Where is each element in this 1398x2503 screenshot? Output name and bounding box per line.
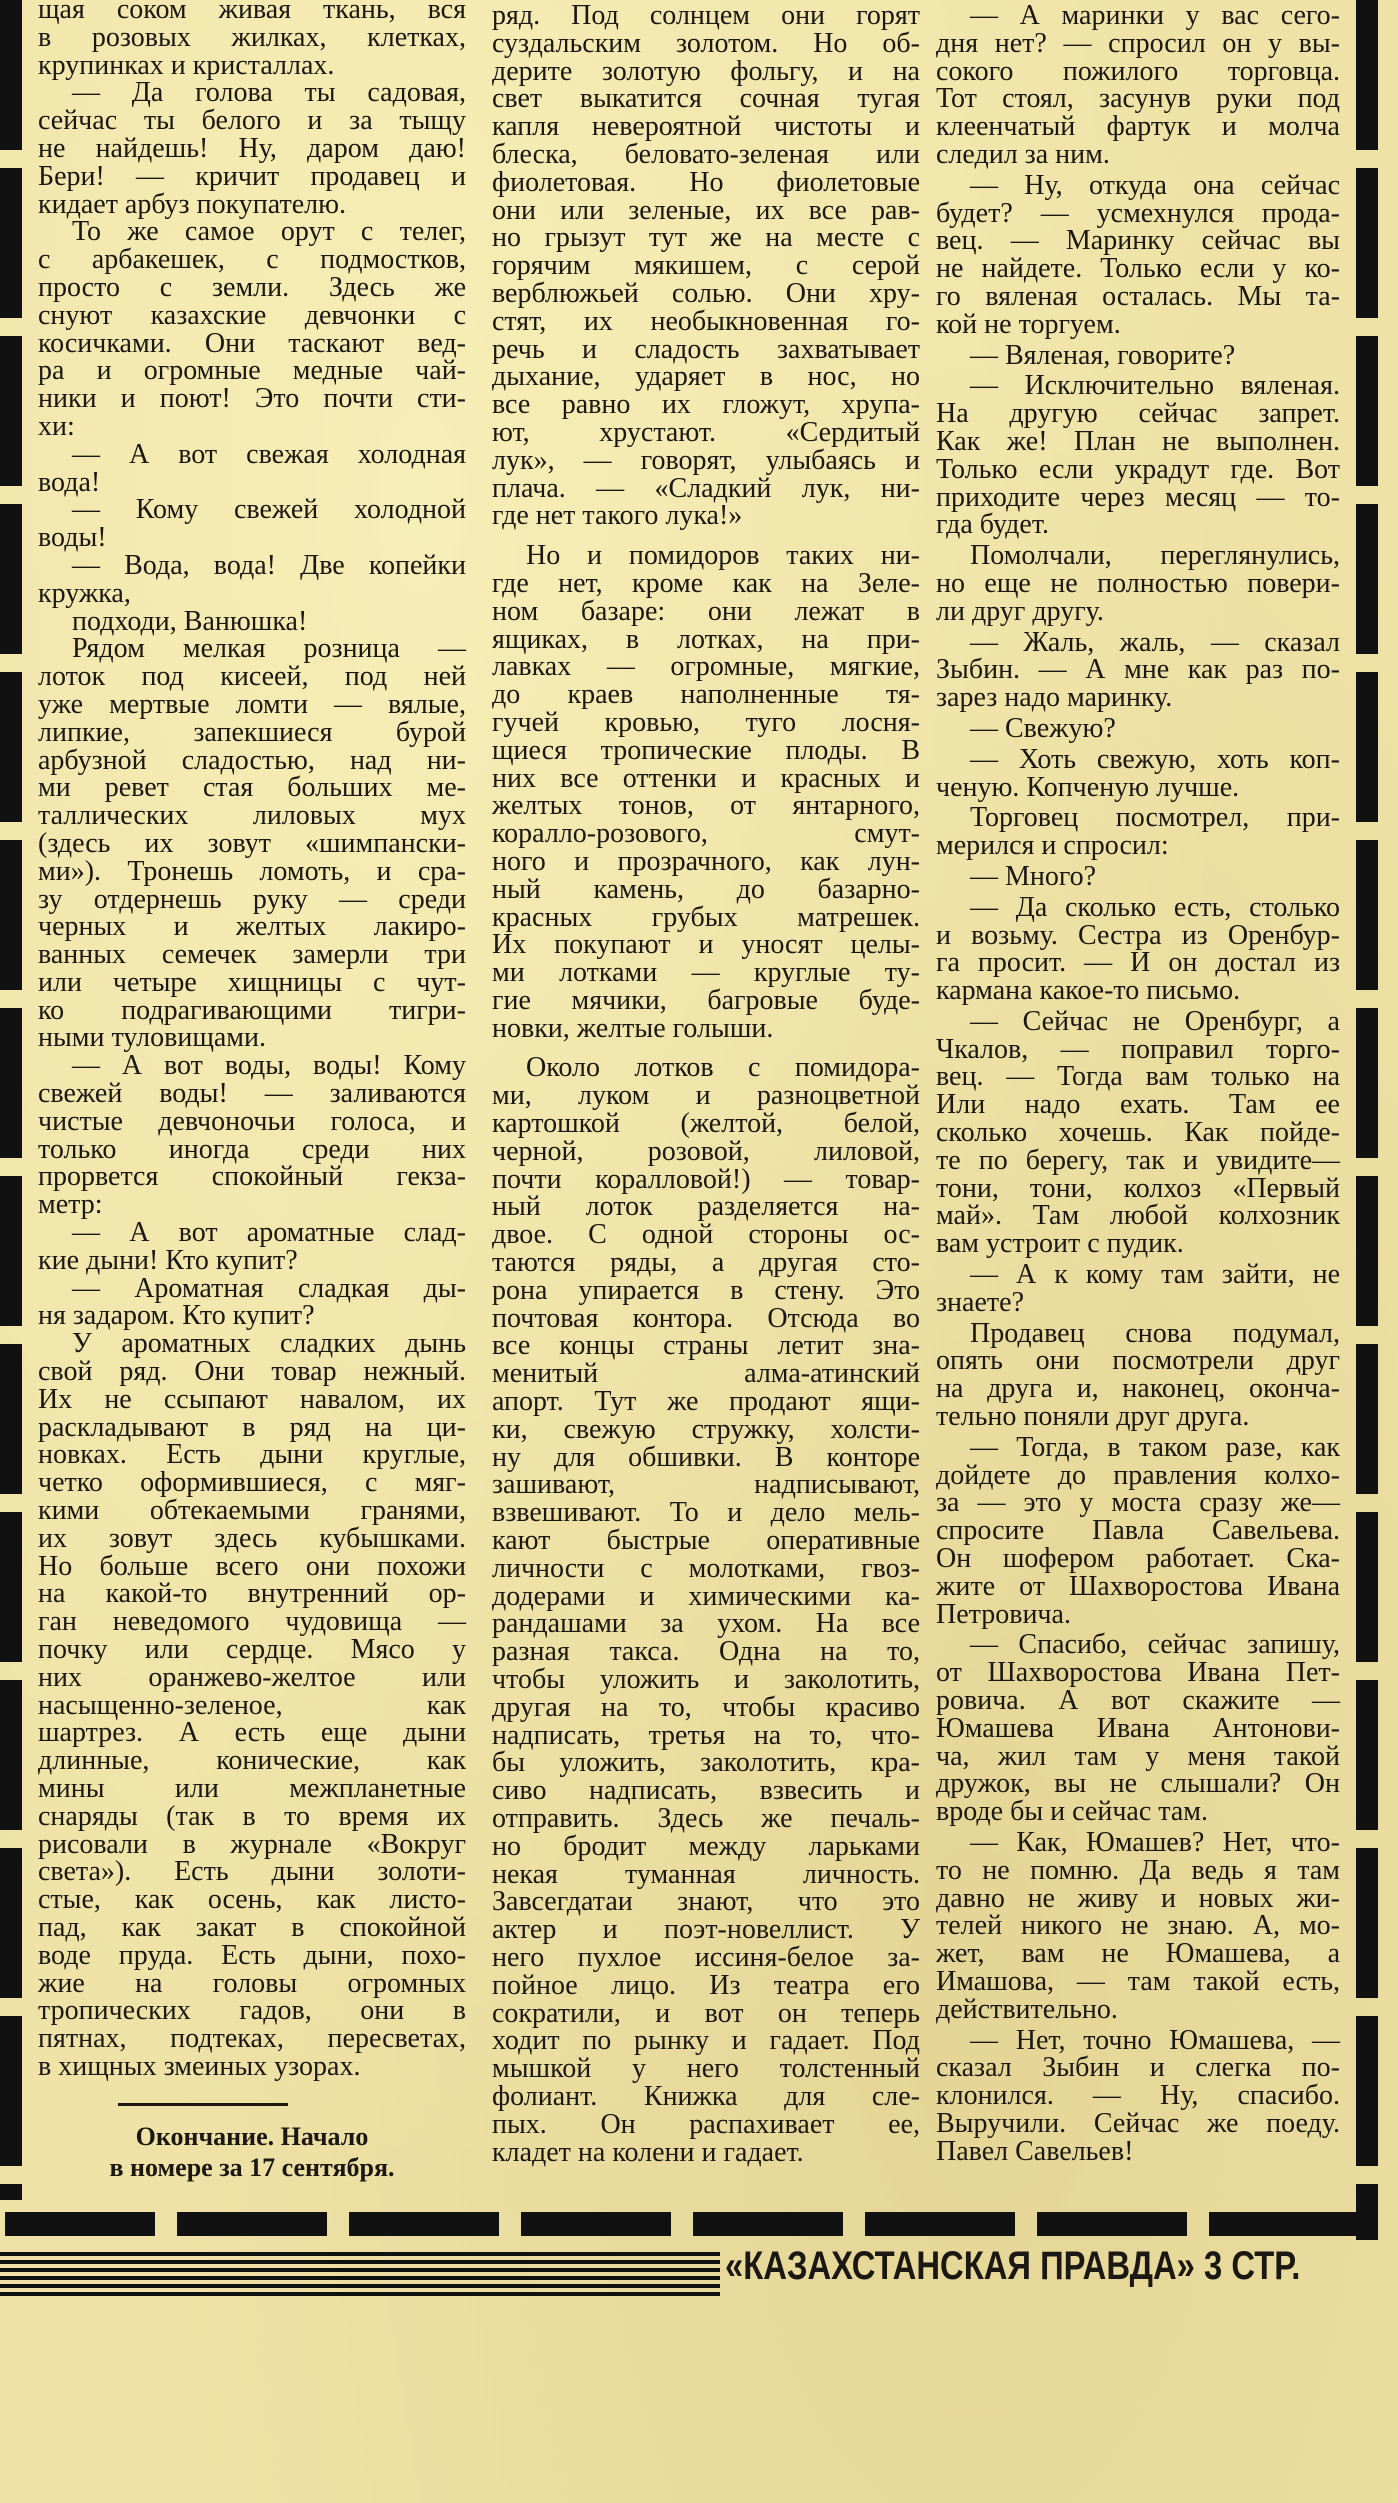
text-line: тропических гадов, они в (38, 1995, 466, 2027)
text-line: и возьму. Сестра из Оренбур- (936, 919, 1340, 951)
text-line: клеенчатый фартук и молча (936, 111, 1340, 143)
text-line: кармана какое-то письмо. (936, 975, 1241, 1007)
text-line: рона упирается в стену. Это (492, 1274, 920, 1306)
text-line: воде пруда. Есть дыни, похо- (38, 1939, 466, 1971)
text-line: кой не торгуем. (936, 308, 1121, 340)
text-line: но грызут тут же на месте с (492, 222, 920, 254)
text-line: то не помню. Да ведь я там (936, 1854, 1340, 1886)
text-line: клонился. — Ну, спасибо. (936, 2080, 1340, 2112)
text-line: речь и сладость захватывает (492, 333, 920, 365)
text-line: за — это у моста сразу же— (936, 1487, 1340, 1519)
text-line: — Как, Юмашев? Нет, что- (970, 1827, 1340, 1858)
text-line: ный камень, до базарно- (492, 873, 920, 905)
paragraph (936, 1829, 1340, 2024)
text-line: приходите через месяц — то- (936, 481, 1340, 513)
text-line: Рядом мелкая розница — (72, 633, 466, 665)
text-line: кружка, (38, 577, 131, 609)
paragraph (38, 549, 466, 609)
text-line: тони, тони, колхоз «Первый (936, 1172, 1340, 1204)
text-line: красных грубых матрешек. (492, 901, 920, 933)
text-line: на друга и, наконец, оконча- (936, 1373, 1340, 1405)
text-line: Юмашева Ивана Антонови- (936, 1712, 1340, 1744)
paragraph (936, 1431, 1340, 1630)
text-line: ли друг другу. (936, 595, 1104, 627)
text-line: зарез надо маринку. (936, 682, 1173, 714)
text-line: ну для обшивки. В конторе (492, 1441, 920, 1473)
text-line: плача. — «Сладкий лук, ни- (492, 472, 920, 504)
paragraph (38, 1219, 466, 1275)
paragraph (936, 1631, 1340, 1826)
text-line: коралло-розового, смут- (492, 818, 920, 850)
paragraph (936, 1261, 1340, 1317)
text-line: новки, желтые голыши. (492, 1012, 774, 1044)
text-line: дружок, вы не слышали? Он (936, 1768, 1340, 1800)
text-line: ряд. Под солнцем они горят (492, 0, 920, 31)
text-line: лоток под кисеей, под ней (38, 661, 466, 693)
text-line: — Вяленая, говорите? (970, 339, 1236, 371)
text-line: пойное лицо. Из театра его (492, 1969, 920, 2001)
text-line: Как же! План не выполнен. (936, 425, 1340, 457)
text-line: не найдете. Только если у ко- (936, 253, 1340, 285)
text-line: ный лоток разделяется на- (492, 1191, 920, 1223)
text-line: где нет такого лука!» (492, 500, 743, 532)
text-line: Бери! — кричит продавец и (38, 160, 466, 192)
text-line: света»). Есть дыни золоти- (38, 1856, 466, 1888)
left-border-bar (0, 0, 22, 2200)
text-line: дня нет? — спросил он у вы- (936, 27, 1340, 59)
paragraph (38, 605, 466, 637)
text-line: ко подрагивающими тигри- (38, 994, 466, 1026)
text-line: или четыре хищницы с чут- (38, 966, 466, 998)
text-line: вроде бы и сейчас там. (936, 1796, 1208, 1828)
text-line: жите от Шахворостова Ивана (936, 1570, 1340, 1602)
text-line: метр: (38, 1189, 103, 1221)
text-line: — Сейчас не Оренбург, а (970, 1005, 1340, 1037)
text-line: будет? — усмехнулся прода- (936, 197, 1340, 229)
text-line: вец. — Тогда вам только на (936, 1061, 1340, 1093)
text-line: действительно. (936, 1993, 1118, 2025)
text-line: фиолетовая. Но фиолетовые (492, 166, 920, 198)
text-line: спросите Павла Савельева. (936, 1515, 1340, 1547)
article-column-1 (38, 0, 466, 2183)
text-line: отправить. Здесь же печаль- (492, 1803, 920, 1834)
text-line: ют, хрустают. «Сердитый (492, 416, 920, 448)
right-border-bar (1356, 0, 1378, 2240)
text-line: ченую. Копченую лучше. (936, 771, 1240, 803)
text-line: но бродит между ларьками (492, 1830, 920, 1862)
paragraph (936, 804, 1340, 860)
text-line: Или надо ехать. Там ее (936, 1089, 1340, 1121)
text-line: от Шахворостова Ивана Пет- (936, 1657, 1340, 1689)
text-line: почку или сердце. Мясо у (38, 1634, 466, 1666)
text-line: Помолчали, переглянулись, (970, 540, 1340, 572)
text-line: насыщенно-зеленое, как (38, 1689, 466, 1721)
text-line: свет выкатится сочная тугая (492, 83, 920, 115)
text-line: мины или межпланетные (38, 1773, 466, 1804)
text-line: не найдешь! Ну, даром даю! (38, 132, 466, 164)
text-line: сократили, и вот он теперь (492, 1997, 920, 2029)
text-line: кидает арбуз покупателю. (38, 188, 347, 220)
text-line: ня задаром. Кто купит? (38, 1300, 315, 1332)
text-line: рисовали в журнале «Вокруг (38, 1828, 466, 1860)
text-line: суздальским золотом. Но об- (492, 27, 920, 59)
text-line: в хищных змеиных узорах. (38, 2050, 361, 2082)
paragraph (936, 626, 1340, 714)
continuation-note (38, 2103, 466, 2183)
text-line: рандашами за ухом. На все (492, 1608, 920, 1640)
paragraph (38, 496, 466, 552)
paragraph (936, 339, 1340, 371)
text-line: ными туловищами. (38, 1022, 267, 1054)
text-line: Завсегдатаи знают, что это (492, 1886, 920, 1918)
paragraph (38, 1272, 466, 1332)
text-line: прорвется спокойный гекза- (38, 1161, 466, 1193)
text-line: только иногда среди них (38, 1133, 466, 1165)
paragraph (492, 2, 920, 530)
text-line: То же самое орут с телег, (72, 216, 466, 248)
text-line: другая на то, чтобы красиво (492, 1691, 920, 1723)
text-line: воды! (38, 522, 107, 554)
text-line: сказал Зыбин и слегка по- (936, 2052, 1340, 2084)
text-line: раскладывают в ряд на ци- (38, 1411, 466, 1443)
text-line: сколько хочешь. Как пойде- (936, 1117, 1340, 1149)
text-line: до краев наполненные тя- (492, 679, 920, 711)
text-line: все концы страны летит зна- (492, 1330, 920, 1362)
masthead-stripes (0, 2252, 720, 2296)
text-line: — Спасибо, сейчас запишу, (970, 1629, 1340, 1661)
text-line: чистые девчоночьи голоса, и (38, 1105, 466, 1137)
text-line: тельно поняли друг друга. (936, 1401, 1250, 1433)
text-line: телей никого не знаю. А, мо- (936, 1910, 1340, 1942)
text-line: кладет на колени и гадает. (492, 2136, 804, 2168)
text-line: их зовут здесь кубышками. (38, 1522, 466, 1554)
paragraph (936, 2024, 1340, 2167)
text-line: гие мячики, багровые буде- (492, 984, 920, 1016)
text-line: щая соком живая ткань, вся (38, 0, 466, 25)
text-line: — Кому свежей холодной (72, 494, 466, 526)
text-line: бы уложить, заколотить, кра- (492, 1747, 920, 1779)
text-line: взвешивают. То и дело мель- (492, 1497, 920, 1529)
paragraph (38, 635, 466, 1052)
text-line: свой ряд. Они товар нежный. (38, 1356, 466, 1388)
text-line: таются ряды, а другая сто- (492, 1247, 920, 1279)
paragraph (38, 438, 466, 498)
text-line: — Много? (970, 860, 1097, 892)
text-line: жие на головы огромных (38, 1967, 466, 1999)
bottom-border-bar (5, 2212, 1377, 2236)
text-line: — Да сколько есть, столько (970, 891, 1340, 923)
text-line: — Ну, откуда она сейчас (970, 169, 1340, 201)
text-line: ра и огромные медные чай- (38, 355, 466, 387)
text-line: свежей воды! — заливаются (38, 1078, 466, 1110)
text-line: ники и поют! Это почти сти- (38, 383, 466, 415)
text-line: жет, вам не Юмашева, а (936, 1938, 1340, 1970)
text-line: актер и поэт-новеллист. У (492, 1914, 920, 1946)
paragraph (936, 169, 1340, 340)
text-line: Тот стоял, засунув руки под (936, 83, 1340, 115)
text-line: — Вода, вода! Две копейки (72, 549, 466, 581)
paragraph (492, 1054, 920, 2166)
text-line: мерился и спросил: (936, 830, 1169, 862)
paragraph (492, 542, 920, 1042)
text-line: все равно их гложут, хрупа- (492, 389, 920, 421)
text-line: ми лотками — круглые ту- (492, 957, 920, 989)
text-line: ном базаре: они лежат в (492, 595, 920, 627)
text-line: просто с земли. Здесь же (38, 271, 466, 303)
text-line: Зыбин. — А мне как раз по- (936, 654, 1340, 686)
paragraph (936, 860, 1340, 892)
text-line: сейчас ты белого и за тыщу (38, 105, 466, 137)
text-line: щиеся тропические плоды. В (492, 734, 920, 766)
text-line: На другую сейчас запрет. (936, 398, 1340, 430)
paragraph (936, 1317, 1340, 1433)
text-line: додерами и химическими ка- (492, 1580, 920, 1612)
text-line: лук», — говорят, улыбаясь и (492, 444, 920, 476)
text-line: ящиках, в лотках, на при- (492, 623, 920, 655)
text-line: зашивают, надписывают, (492, 1469, 920, 1501)
text-line: новках. Есть дыни круглые, (38, 1439, 466, 1471)
text-line: они или зеленые, их все рав- (492, 194, 920, 226)
text-line: пятнах, подтеках, пересветах, (38, 2023, 466, 2055)
paragraph (936, 743, 1340, 803)
text-line: ми»). Тронешь ломоть, и сра- (38, 855, 466, 887)
text-line: арбузной сладостью, над ни- (38, 744, 466, 776)
text-line: длинные, конические, как (38, 1745, 466, 1777)
text-line: ми ревет стая больших ме- (38, 772, 466, 804)
paragraph (38, 1052, 466, 1219)
text-line: — Нет, точно Юмашева, — (970, 2024, 1340, 2056)
text-line: Около лотков с помидора- (526, 1052, 920, 1084)
text-line: Чкалов, — поправил торго- (936, 1033, 1340, 1065)
text-line: го вяленая осталась. Мы та- (936, 280, 1340, 312)
text-line: четко оформившиеся, с мяг- (38, 1467, 466, 1499)
text-line: но еще не полностью повери- (936, 567, 1340, 599)
text-line: разная такса. Одна на то, (492, 1636, 920, 1668)
text-line: пад, как закат в спокойной (38, 1911, 466, 1943)
text-line: гучей кровью, туго лосня- (492, 706, 920, 738)
text-line: — Хоть свежую, хоть коп- (970, 743, 1340, 775)
text-line: уже мертвые ломти — вялые, (38, 688, 466, 720)
paragraph (38, 0, 466, 79)
text-line: крупинках и кристаллах. (38, 49, 335, 81)
text-line: кают быстрые оперативные (492, 1525, 920, 1557)
text-line: Только если украдут где. Вот (936, 453, 1340, 485)
text-line: — Жаль, жаль, — сказал (970, 626, 1340, 658)
text-line: липкие, запекшиеся бурой (38, 716, 466, 748)
paragraph (38, 79, 466, 218)
text-line: давно не живу и новых жи- (936, 1882, 1340, 1914)
text-line: лавках — огромные, мягкие, (492, 651, 920, 683)
article-column-2 (492, 2, 920, 2178)
text-line: надписать, третья на то, что- (492, 1719, 920, 1751)
text-line: почтовая контора. Отсюда во (492, 1302, 920, 1334)
text-line: шартрез. А есть еще дыни (38, 1717, 466, 1749)
text-line: вам устроит с пудик. (936, 1228, 1184, 1260)
text-line: Их не ссыпают навалом, их (38, 1383, 466, 1415)
text-line: Торговец посмотрел, при- (970, 802, 1340, 834)
text-line: таллических лиловых мух (38, 800, 466, 832)
text-line: зу отдернешь руку — среди (38, 883, 466, 915)
text-line: — А маринки у вас сего- (970, 0, 1340, 31)
text-line: — Исключительно вяленая. (970, 370, 1340, 402)
text-line: — А вот ароматные слад- (72, 1217, 466, 1249)
text-line: Выручили. Сейчас же поеду. (936, 2107, 1340, 2139)
text-line: мышкой у него толстенный (492, 2053, 920, 2085)
text-line: личности с молотками, гвоз- (492, 1552, 920, 1584)
text-line: ки, свежую стружку, холсти- (492, 1413, 920, 1445)
text-line: кими обтекаемыми гранями, (38, 1495, 466, 1527)
text-line: ровича. А вот скажите — (936, 1685, 1340, 1717)
text-line: менитый алма-атинский (492, 1358, 920, 1390)
article-column-3 (936, 2, 1340, 2169)
paragraph (936, 372, 1340, 539)
text-line: — А к кому там зайти, не (970, 1259, 1340, 1291)
text-line: — А вот свежая холодная (72, 438, 466, 470)
text-line: подходи, Ванюшка! (72, 605, 308, 637)
text-line: дойдете до правления колхо- (936, 1459, 1340, 1491)
paragraph (936, 542, 1340, 625)
text-line: двое. С одной стороны ос- (492, 1219, 920, 1251)
text-line: них оранжево-желтое или (38, 1661, 466, 1693)
text-line: (здесь их зовут «шимпански- (38, 827, 466, 859)
text-line: блеска, беловато-зеленая или (492, 138, 920, 170)
text-line: Их покупают и уносят целы- (492, 929, 920, 961)
text-line: У ароматных сладких дынь (72, 1328, 466, 1360)
text-line: Он шофером работает. Ска- (936, 1543, 1340, 1575)
text-line: ванных семечек замерли три (38, 939, 466, 971)
text-line: — Да голова ты садовая, (72, 77, 466, 109)
paragraph (936, 1005, 1340, 1260)
text-line: с арбакешек, с подмостков, (38, 244, 466, 276)
text-line: горячим мякишем, с серой (492, 250, 920, 282)
text-line: чтобы уложить и заколотить, (492, 1664, 920, 1696)
text-line: где нет, кроме как на Зеле- (492, 567, 920, 599)
newspaper-masthead: «КАЗАХСТАНСКАЯ ПРАВДА» 3 СТР. (725, 2244, 1301, 2288)
text-line: дыхание, ударяет в нос, но (492, 361, 920, 393)
text-line: верблюжьей солью. Они хру- (492, 277, 920, 309)
text-line: стят, их необыкновенная го- (492, 305, 920, 337)
text-line: почти коралловой!) — товар- (492, 1163, 920, 1195)
text-line: снуют казахские девчонки с (38, 299, 466, 331)
note-line: Окончание. Начало (135, 2121, 369, 2151)
text-line: снаряды (так в то время их (38, 1800, 466, 1832)
note-line: в номере за 17 сентября. (109, 2152, 395, 2182)
text-line: черных и желтых лакиро- (38, 911, 466, 943)
text-line: апорт. Тут же продают ящи- (492, 1386, 920, 1418)
text-line: в розовых жилках, клетках, (38, 21, 466, 53)
text-line: — А вот воды, воды! Кому (72, 1050, 466, 1082)
text-line: вода! (38, 466, 101, 498)
text-line: ча, жил там у меня такой (936, 1740, 1340, 1772)
text-line: сокого пожилого торговца. (936, 55, 1340, 87)
text-line: май». Там любой колхозник (936, 1200, 1340, 1232)
text-line: ган неведомого чудовища — (38, 1606, 466, 1638)
text-line: на какой-то внутренний ор- (38, 1578, 466, 1610)
paragraph (38, 218, 466, 440)
text-line: — Свежую? (970, 712, 1116, 744)
text-line: ходит по рынку и гадает. Под (492, 2025, 920, 2057)
text-line: га просит. — И он достал из (936, 947, 1340, 979)
paragraph (38, 1330, 466, 2081)
text-line: Но больше всего они похожи (38, 1550, 466, 1582)
text-line: — Ароматная сладкая ды- (72, 1272, 466, 1304)
text-line: черной, розовой, лиловой, (492, 1135, 920, 1167)
text-line: них все оттенки и красных и (492, 762, 920, 794)
text-line: опять они посмотрели друг (936, 1345, 1340, 1377)
text-line: хи: (38, 410, 75, 442)
paragraph (936, 712, 1340, 744)
text-line: желтых тонов, от янтарного, (492, 790, 920, 822)
text-line: фолиант. Книжка для сле- (492, 2080, 920, 2112)
text-line: сиво надписать, взвесить и (492, 1775, 920, 1807)
text-line: кие дыни! Кто купит? (38, 1244, 298, 1276)
paragraph (936, 2, 1340, 169)
text-line: картошкой (желтой, белой, (492, 1108, 920, 1140)
text-line: знаете? (936, 1286, 1024, 1318)
text-line: пых. Он распахивает ее, (492, 2108, 920, 2140)
text-line: Но и помидоров таких ни- (526, 540, 920, 572)
text-line: гда будет. (936, 509, 1049, 541)
paragraph (936, 891, 1340, 1007)
text-line: косичками. Они таскают вед- (38, 327, 466, 359)
text-line: ного и прозрачного, как лун- (492, 845, 920, 877)
text-line: Павел Савельев! (936, 2135, 1134, 2167)
text-line: те по берегу, так и увидите— (936, 1144, 1340, 1176)
text-line: вец. — Маринку сейчас вы (936, 225, 1340, 257)
text-line: него пухлое иссиня-белое за- (492, 1941, 920, 1973)
text-line: ми, луком и разноцветной (492, 1080, 920, 1112)
text-line: Имашова, — там такой есть, (936, 1965, 1340, 1997)
text-line: дерите золотую фольгу, и на (492, 55, 920, 87)
text-line: Продавец снова подумал, (970, 1317, 1340, 1349)
text-line: следил за ним. (936, 138, 1110, 170)
text-line: Петровича. (936, 1598, 1071, 1630)
text-line: стые, как осень, как листо- (38, 1884, 466, 1916)
text-line: — Тогда, в таком разе, как (970, 1431, 1340, 1463)
text-line: капля невероятной чистоты и (492, 111, 920, 143)
text-line: некая туманная личность. (492, 1858, 920, 1890)
